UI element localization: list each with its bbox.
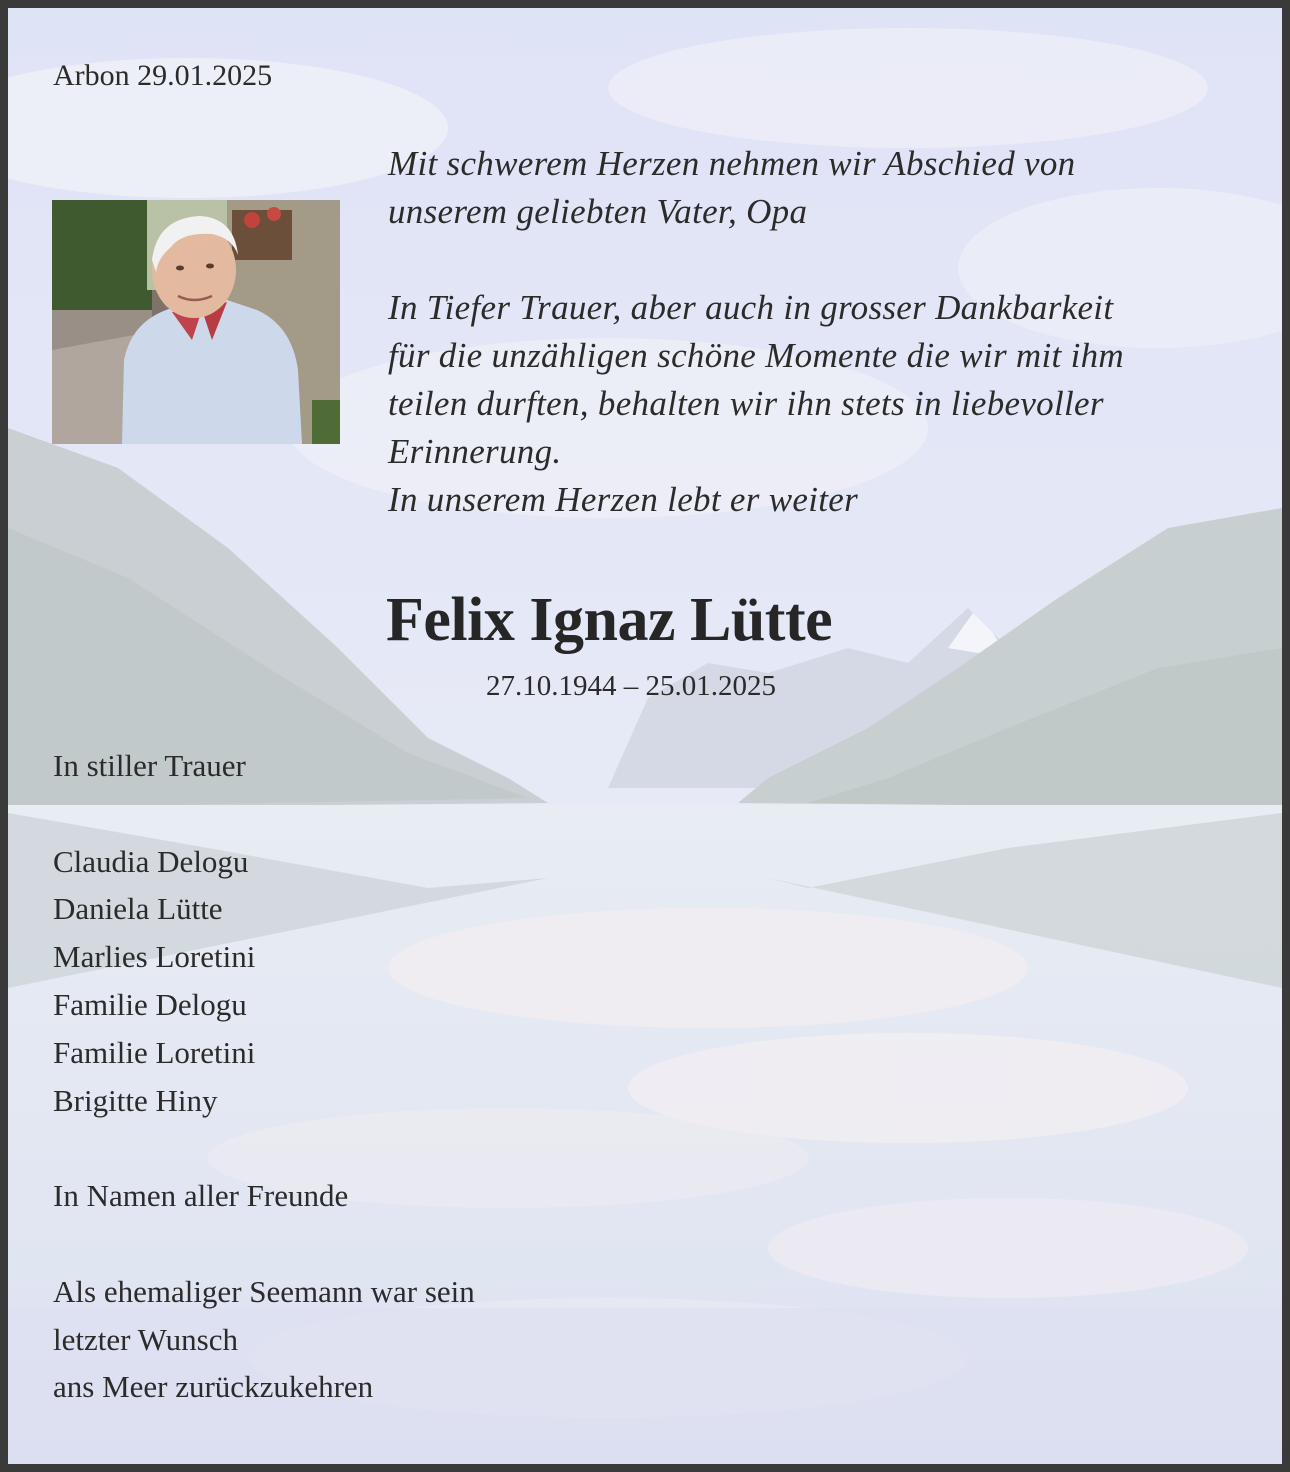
life-dates: 27.10.1944 – 25.01.2025 [486,670,776,702]
intro-line: Mit schwerem Herzen nehmen wir Abschied von [388,144,1076,183]
mourner-name: Daniela Lütte [53,891,223,927]
closing-line: Als ehemaliger Seemann war sein [53,1273,475,1309]
intro-line: unserem geliebten Vater, Opa [388,192,808,231]
mourner-name: Familie Loretini [53,1034,256,1070]
friends-line: In Namen aller Freunde [53,1178,349,1214]
intro-line: In Tiefer Trauer, aber auch in grosser Dankbarkeit [388,288,1114,327]
intro-line: Erinnerung. [388,432,562,471]
mourner-name: Claudia Delogu [53,843,249,879]
intro-spacer [388,236,1248,284]
intro-text [388,140,1248,524]
intro-line: teilen durften, behalten wir ihn stets in liebevoller [388,384,1104,423]
closing-line: letzter Wunsch [53,1321,238,1357]
intro-line: In unserem Herzen lebt er weiter [388,480,858,519]
intro-line: für die unzähligen schöne Momente die wir mit ihm [388,336,1124,375]
obituary-card [8,8,1282,1464]
portrait-photo [52,200,340,444]
deceased-name: Felix Ignaz Lütte [386,586,833,654]
mourner-name: Familie Delogu [53,986,247,1022]
mourner-name: Marlies Loretini [53,939,256,975]
mourners-block [53,742,673,1411]
portrait-illustration [52,200,340,444]
closing-line: ans Meer zurückzukehren [53,1369,374,1405]
mourner-name: Brigitte Hiny [53,1082,218,1118]
place-and-date: Arbon 29.01.2025 [53,59,273,92]
mourners-heading: In stiller Trauer [53,748,246,783]
